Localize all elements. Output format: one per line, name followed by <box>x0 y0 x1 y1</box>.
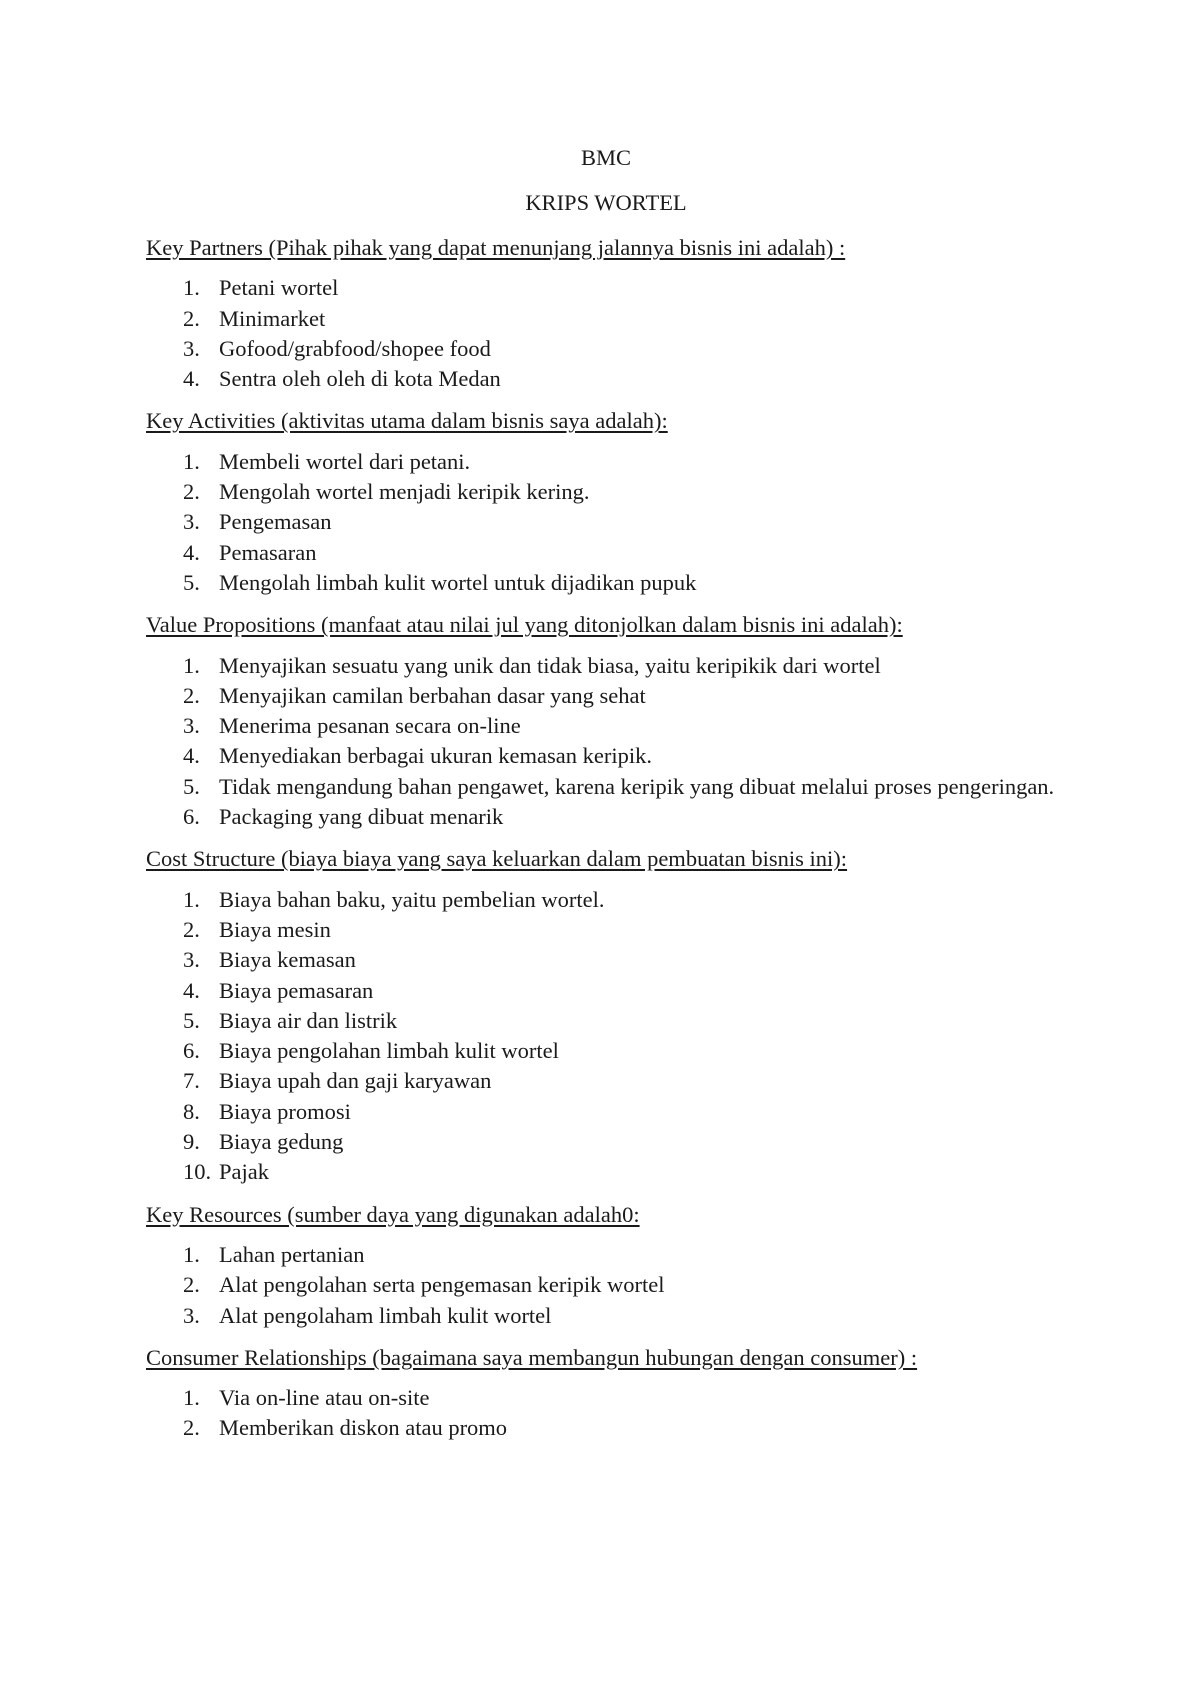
list-number: 1. <box>183 448 200 474</box>
list-text: Biaya air dan listrik <box>219 1007 398 1033</box>
list-key-resources <box>146 1240 1066 1331</box>
list-text: Alat pengolahan serta pengemasan keripik wortel <box>219 1272 665 1298</box>
list-number: 4. <box>183 539 200 565</box>
list-item <box>146 681 1066 711</box>
list-item <box>146 1383 1066 1413</box>
list-text: Menerima pesanan secara on-line <box>219 713 521 739</box>
list-item <box>146 1270 1066 1300</box>
list-item <box>146 802 1066 832</box>
list-number: 1. <box>183 886 200 912</box>
list-key-activities <box>146 447 1066 598</box>
list-text: Alat pengolaham limbah kulit wortel <box>219 1302 552 1328</box>
list-number: 2. <box>183 479 200 505</box>
list-item <box>146 477 1066 507</box>
list-text: Biaya pengolahan limbah kulit wortel <box>219 1038 559 1064</box>
list-number: 3. <box>183 509 200 535</box>
list-number: 6. <box>183 1038 200 1064</box>
list-number: 1. <box>183 652 200 678</box>
list-item <box>146 507 1066 537</box>
list-item <box>146 364 1066 394</box>
list-text: Menyajikan sesuatu yang unik dan tidak biasa, yaitu keripikik dari wortel <box>219 652 881 678</box>
list-number: 9. <box>183 1129 200 1155</box>
list-item <box>146 945 1066 975</box>
list-text: Petani wortel <box>219 275 339 301</box>
document-body <box>146 143 1066 1456</box>
list-number: 7. <box>183 1068 200 1094</box>
list-item <box>146 447 1066 477</box>
list-cost-structure <box>146 885 1066 1188</box>
list-text: Biaya upah dan gaji karyawan <box>219 1068 492 1094</box>
list-text: Gofood/grabfood/shopee food <box>219 335 491 361</box>
list-key-partners <box>146 273 1066 394</box>
list-number: 3. <box>183 1302 200 1328</box>
section-heading-key-resources: Key Resources (sumber daya yang digunakan adalah0: <box>146 1201 640 1227</box>
list-item <box>146 1240 1066 1270</box>
list-item <box>146 1157 1066 1187</box>
list-number: 5. <box>183 569 200 595</box>
list-text: Mengolah limbah kulit wortel untuk dijadikan pupuk <box>219 569 697 595</box>
list-item <box>146 1413 1066 1443</box>
list-number: 1. <box>183 1385 200 1411</box>
list-text: Menyajikan camilan berbahan dasar yang sehat <box>219 682 646 708</box>
list-number: 8. <box>183 1098 200 1124</box>
list-item <box>146 772 1066 802</box>
list-number: 5. <box>183 1007 200 1033</box>
list-item <box>146 915 1066 945</box>
list-item <box>146 651 1066 681</box>
list-text: Mengolah wortel menjadi keripik kering. <box>219 479 590 505</box>
list-text: Biaya kemasan <box>219 947 356 973</box>
list-text: Membeli wortel dari petani. <box>219 448 471 474</box>
list-item <box>146 334 1066 364</box>
document-title: BMC <box>580 145 632 170</box>
section-heading-value-propositions: Value Propositions (manfaat atau nilai jul yang ditonjolkan dalam bisnis ini adalah): <box>146 612 903 638</box>
list-number: 10. <box>183 1159 212 1185</box>
list-text: Biaya pemasaran <box>219 977 374 1003</box>
list-item <box>146 741 1066 771</box>
list-text: Pengemasan <box>219 509 332 535</box>
list-item <box>146 711 1066 741</box>
list-item <box>146 1066 1066 1096</box>
list-number: 4. <box>183 977 200 1003</box>
list-number: 3. <box>183 947 200 973</box>
list-text: Tidak mengandung bahan pengawet, karena keripik yang dibuat melalui proses pengeringan. <box>219 773 1055 799</box>
list-text: Packaging yang dibuat menarik <box>219 804 504 830</box>
list-item <box>146 1097 1066 1127</box>
list-text: Memberikan diskon atau promo <box>219 1415 508 1441</box>
document-subtitle: KRIPS WORTEL <box>525 190 687 215</box>
list-item <box>146 538 1066 568</box>
list-number: 1. <box>183 275 200 301</box>
list-value-propositions <box>146 651 1066 833</box>
list-number: 1. <box>183 1241 200 1267</box>
list-item <box>146 1301 1066 1331</box>
list-number: 4. <box>183 366 200 392</box>
list-item <box>146 568 1066 598</box>
list-item <box>146 1036 1066 1066</box>
list-number: 3. <box>183 335 200 361</box>
list-consumer-relationships <box>146 1383 1066 1444</box>
list-item <box>146 273 1066 303</box>
list-item <box>146 1127 1066 1157</box>
list-text: Biaya gedung <box>219 1129 344 1155</box>
list-text: Menyediakan berbagai ukuran kemasan keripik. <box>219 743 652 769</box>
list-number: 2. <box>183 682 200 708</box>
list-number: 3. <box>183 713 200 739</box>
list-text: Via on-line atau on-site <box>219 1385 430 1411</box>
section-heading-key-activities: Key Activities (aktivitas utama dalam bisnis saya adalah): <box>146 408 668 434</box>
list-number: 2. <box>183 305 200 331</box>
list-item <box>146 304 1066 334</box>
list-text: Lahan pertanian <box>219 1241 365 1267</box>
list-text: Biaya mesin <box>219 916 331 942</box>
list-text: Pemasaran <box>219 539 317 565</box>
list-item <box>146 1006 1066 1036</box>
list-text: Sentra oleh oleh di kota Medan <box>219 366 501 392</box>
list-text: Biaya bahan baku, yaitu pembelian wortel. <box>219 886 605 912</box>
section-heading-key-partners: Key Partners (Pihak pihak yang dapat menunjang jalannya bisnis ini adalah) : <box>146 235 846 260</box>
list-number: 2. <box>183 916 200 942</box>
list-item <box>146 885 1066 915</box>
list-number: 2. <box>183 1272 200 1298</box>
list-number: 6. <box>183 804 200 830</box>
list-number: 2. <box>183 1415 200 1441</box>
section-heading-consumer-relationships: Consumer Relationships (bagaimana saya membangun hubungan dengan consumer) : <box>146 1344 918 1370</box>
list-item <box>146 976 1066 1006</box>
list-number: 4. <box>183 743 200 769</box>
list-text: Minimarket <box>219 305 326 331</box>
list-text: Pajak <box>219 1159 269 1185</box>
list-number: 5. <box>183 773 200 799</box>
list-text: Biaya promosi <box>219 1098 351 1124</box>
section-heading-cost-structure: Cost Structure (biaya biaya yang saya keluarkan dalam pembuatan bisnis ini): <box>146 846 848 872</box>
